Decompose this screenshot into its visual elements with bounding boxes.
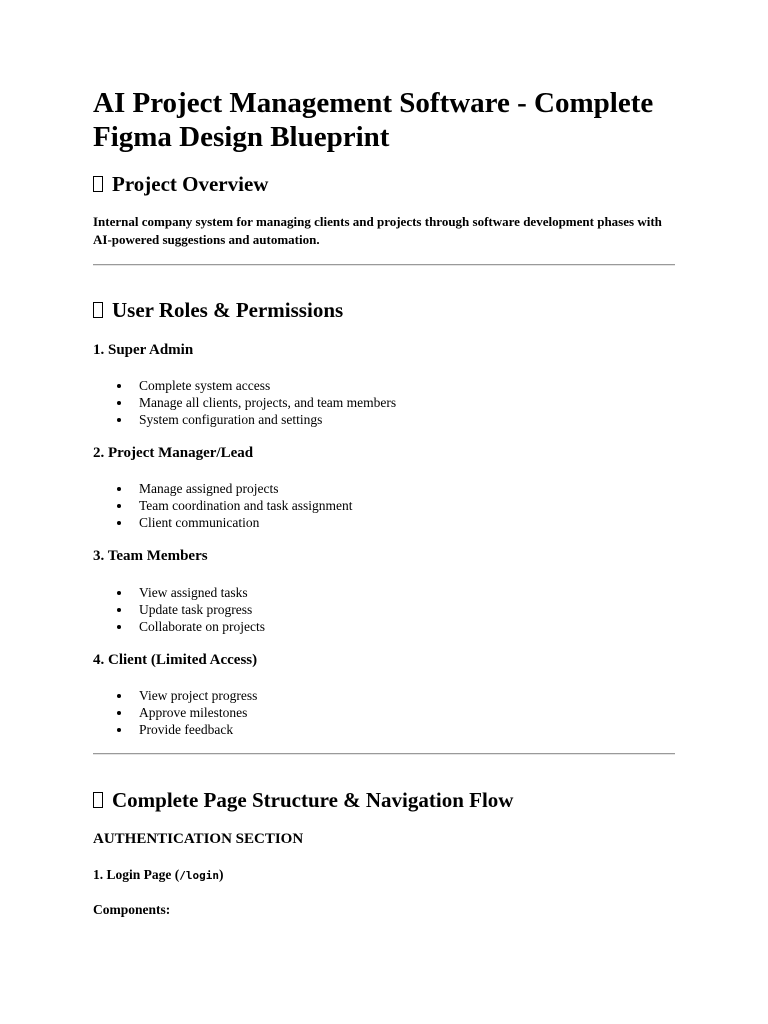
login-page-prefix: 1. Login Page ( bbox=[93, 867, 180, 882]
role-permissions-list bbox=[93, 687, 257, 738]
missing-glyph-icon bbox=[93, 176, 103, 192]
list-item: Manage assigned projects bbox=[93, 480, 353, 497]
role-permissions-list bbox=[93, 480, 353, 531]
role-permissions-list bbox=[93, 377, 396, 428]
role-title-project-manager: 2. Project Manager/Lead bbox=[93, 445, 254, 461]
overview-heading bbox=[93, 171, 268, 197]
list-item: Manage all clients, projects, and team members bbox=[93, 394, 396, 411]
divider bbox=[93, 264, 675, 266]
structure-heading bbox=[93, 787, 513, 813]
list-item: View assigned tasks bbox=[93, 584, 265, 601]
components-label: Components: bbox=[93, 902, 171, 917]
list-item: Provide feedback bbox=[93, 721, 257, 738]
list-item: Update task progress bbox=[93, 601, 265, 618]
login-route: /login bbox=[179, 869, 219, 882]
role-permissions-list bbox=[93, 584, 265, 635]
list-item: View project progress bbox=[93, 687, 257, 704]
list-item: Collaborate on projects bbox=[93, 618, 265, 635]
roles-heading bbox=[93, 297, 343, 323]
list-item: Team coordination and task assignment bbox=[93, 497, 353, 514]
page-title: AI Project Management Software - Complete Figma Design Blueprint bbox=[93, 87, 654, 153]
overview-heading-text: Project Overview bbox=[112, 172, 269, 196]
login-page-suffix: ) bbox=[219, 867, 224, 882]
role-title-super-admin: 1. Super Admin bbox=[93, 342, 194, 358]
login-page-heading bbox=[93, 866, 224, 885]
divider bbox=[93, 753, 675, 755]
missing-glyph-icon bbox=[93, 792, 103, 808]
role-title-team-members: 3. Team Members bbox=[93, 548, 208, 564]
missing-glyph-icon bbox=[93, 302, 103, 318]
structure-heading-text: Complete Page Structure & Navigation Flow bbox=[112, 788, 514, 812]
overview-text: Internal company system for managing clients and projects through software development phases with AI-powered suggestions and automation. bbox=[93, 214, 662, 247]
authentication-section-title: AUTHENTICATION SECTION bbox=[93, 831, 304, 847]
role-title-client: 4. Client (Limited Access) bbox=[93, 652, 258, 668]
list-item: Complete system access bbox=[93, 377, 396, 394]
list-item: Client communication bbox=[93, 514, 353, 531]
roles-heading-text: User Roles & Permissions bbox=[112, 298, 344, 322]
list-item: System configuration and settings bbox=[93, 411, 396, 428]
list-item: Approve milestones bbox=[93, 704, 257, 721]
